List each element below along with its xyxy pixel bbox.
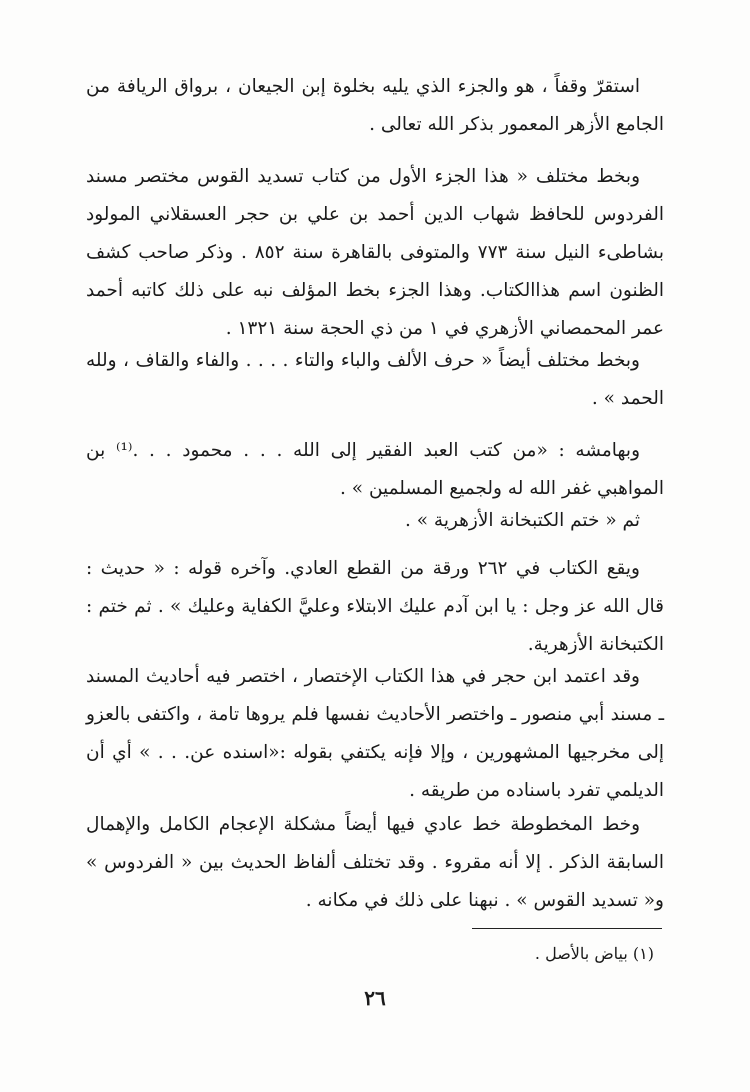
paragraph-1-block [86,68,664,144]
paragraph-6: ويقع الكتاب في ٢٦٢ ورقة من القطع العادي. وآخره قوله : « حديث : قال الله عز وجل : يا ابن آدم عليك الابتلاء وعليَّ الكفاية وعليك » . ثم ختم : الكتبخانة الأزهرية. [86,558,664,655]
paragraph-4: وبهامشه : «من كتب العبد الفقير إلى الله . . . محمود . . .⁽¹⁾ بن المواهبي غفر الله له ولجميع المسلمين » . [86,440,664,499]
paragraph-5-block [86,502,664,540]
paragraph-5: ثم « ختم الكتبخانة الأزهرية » . [404,510,640,531]
paragraph-7: وقد اعتمد ابن حجر في هذا الكتاب الإختصار ، اختصر فيه أحاديث المسند ـ مسند أبي منصور ـ واختصر الأحاديث نفسها فلم يروها تامة ، واكتفى بالعزو إلى مخرجيها المشهورين ، وإلا فإنه يكتفي بقوله :«اسنده عن. . . » أي أن الديلمي تفرد باسناده من طريقه . [86,666,664,801]
footnote-divider [472,928,662,929]
footnote: (١) بياض بالأصل . [534,944,654,963]
paragraph-7-block [86,658,664,810]
paragraph-3-block [86,342,664,418]
paragraph-1: استقرّ وقفاً ، هو والجزء الذي يليه بخلوة إبن الجيعان ، برواق الريافة من الجامع الأزهر المعمور بذكر الله تعالى . [86,76,664,135]
paragraph-4-block [86,432,664,508]
paragraph-3: وبخط مختلف أيضاً « حرف الألف والباء والتاء . . . . والفاء والقاف ، ولله الحمد » . [86,350,664,409]
paragraph-8: وخط المخطوطة خط عادي فيها أيضاً مشكلة الإعجام الكامل والإهمال السابقة الذكر . إلا أنه مقروء . وقد تختلف ألفاظ الحديث بين « الفردوس » و« تسديد القوس » . نبهنا على ذلك في مكانه . [86,814,664,911]
paragraph-6-block [86,550,664,664]
paragraph-8-block [86,806,664,920]
page-number: ٢٦ [364,986,386,1010]
paragraph-2-block [86,158,664,348]
paragraph-2: وبخط مختلف « هذا الجزء الأول من كتاب تسديد القوس مختصر مسند الفردوس للحافظ شهاب الدين أحمد بن علي بن حجر العسقلاني المولود بشاطىء النيل سنة ٧٧٣ والمتوفى بالقاهرة سنة ٨٥٢ . وذكر صاحب كشف الظنون اسم هذاالكتاب. وهذا الجزء بخط المؤلف نبه على ذلك كاتبه أحمد عمر المحمصاني الأزهري في ١ من ذي الحجة سنة ١٣٢١ . [86,166,664,339]
